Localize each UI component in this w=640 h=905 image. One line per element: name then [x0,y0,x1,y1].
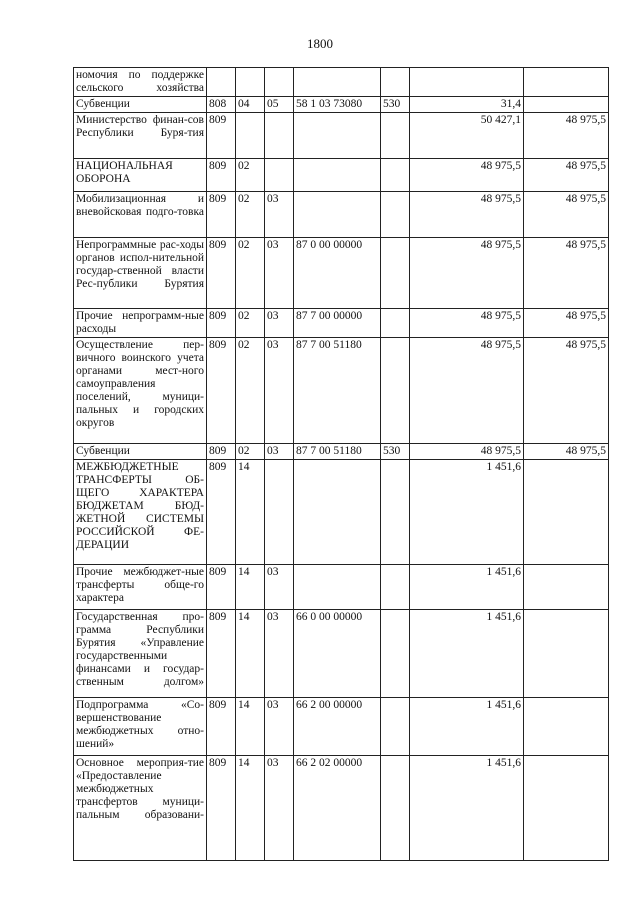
expense-type-cell: 530 [381,97,410,113]
expense-type-cell [381,565,410,610]
target-article-cell: 87 0 00 00000 [294,238,381,309]
target-article-cell: 66 2 00 00000 [294,698,381,756]
row-name-cell: Подпрограмма «Со-вершенствование межбюджетных отно-шений» [74,698,207,756]
subsection-cell [265,159,294,192]
amount-year2-cell: 48 975,5 [524,238,609,309]
table-row [74,238,609,309]
ministry-code-cell: 808 [207,97,236,113]
section-cell: 02 [236,238,265,309]
amount-year1-cell: 1 451,6 [410,460,524,565]
table-row [74,192,609,238]
table-row [74,444,609,460]
ministry-code-cell: 809 [207,756,236,861]
amount-year2-cell: 48 975,5 [524,192,609,238]
section-cell: 02 [236,309,265,338]
expense-type-cell [381,610,410,698]
amount-year1-cell: 48 975,5 [410,159,524,192]
row-name-cell: Мобилизационная и вневойсковая подго-товка [74,192,207,238]
section-cell: 14 [236,460,265,565]
amount-year2-cell: 48 975,5 [524,309,609,338]
target-article-cell [294,565,381,610]
amount-year2-cell: 48 975,5 [524,338,609,444]
subsection-cell: 03 [265,338,294,444]
subsection-cell: 03 [265,309,294,338]
table-row [74,610,609,698]
subsection-cell [265,68,294,97]
ministry-code-cell: 809 [207,698,236,756]
table-row [74,68,609,97]
amount-year2-cell [524,460,609,565]
section-cell: 14 [236,610,265,698]
amount-year1-cell: 48 975,5 [410,444,524,460]
subsection-cell: 03 [265,610,294,698]
amount-year2-cell [524,68,609,97]
ministry-code-cell: 809 [207,338,236,444]
ministry-code-cell [207,68,236,97]
amount-year1-cell: 48 975,5 [410,338,524,444]
target-article-cell: 66 2 02 00000 [294,756,381,861]
row-name-cell: Министерство финан-сов Республики Буря-тия [74,113,207,159]
ministry-code-cell: 809 [207,192,236,238]
section-cell: 14 [236,565,265,610]
subsection-cell [265,460,294,565]
amount-year1-cell [410,68,524,97]
section-cell: 02 [236,192,265,238]
page-number: 1800 [307,36,333,51]
expense-type-cell [381,338,410,444]
table-row [74,460,609,565]
expense-type-cell [381,460,410,565]
target-article-cell [294,159,381,192]
target-article-cell: 66 0 00 00000 [294,610,381,698]
expense-type-cell [381,113,410,159]
amount-year1-cell: 1 451,6 [410,698,524,756]
table-row [74,97,609,113]
section-cell: 02 [236,444,265,460]
ministry-code-cell: 809 [207,444,236,460]
target-article-cell: 87 7 00 00000 [294,309,381,338]
table-row [74,698,609,756]
row-name-cell: Субвенции [74,444,207,460]
target-article-cell: 87 7 00 51180 [294,444,381,460]
section-cell [236,113,265,159]
amount-year1-cell: 1 451,6 [410,756,524,861]
row-name-cell: Основное мероприя-тие «Предоставление межбюджетных трансфертов муници-пальным образовани- [74,756,207,861]
row-name-cell: Прочие непрограмм-ные расходы [74,309,207,338]
row-name-cell: номочия по поддержке сельского хозяйства [74,68,207,97]
budget-table [73,67,609,861]
expense-type-cell [381,698,410,756]
section-cell: 02 [236,338,265,444]
row-name-cell: Государственная про-грамма Республики Бурятия «Управление государственными финансами и государ-ственным долгом» [74,610,207,698]
ministry-code-cell: 809 [207,610,236,698]
subsection-cell: 03 [265,698,294,756]
ministry-code-cell: 809 [207,238,236,309]
subsection-cell: 03 [265,756,294,861]
section-cell: 14 [236,756,265,861]
amount-year1-cell: 31,4 [410,97,524,113]
ministry-code-cell: 809 [207,309,236,338]
ministry-code-cell: 809 [207,159,236,192]
amount-year2-cell: 48 975,5 [524,159,609,192]
target-article-cell [294,113,381,159]
expense-type-cell [381,159,410,192]
row-name-cell: НАЦИОНАЛЬНАЯ ОБОРОНА [74,159,207,192]
expense-type-cell [381,192,410,238]
ministry-code-cell: 809 [207,460,236,565]
row-name-cell: Осуществление пер-вичного воинского учета органами мест-ного самоуправления поселений, муници-пальных и городских округов [74,338,207,444]
row-name-cell: Прочие межбюджет-ные трансферты обще-го характера [74,565,207,610]
table-row [74,338,609,444]
amount-year1-cell: 48 975,5 [410,309,524,338]
amount-year2-cell [524,698,609,756]
amount-year1-cell: 48 975,5 [410,238,524,309]
amount-year1-cell: 48 975,5 [410,192,524,238]
ministry-code-cell: 809 [207,565,236,610]
subsection-cell: 03 [265,444,294,460]
table-row [74,159,609,192]
table-row [74,565,609,610]
subsection-cell [265,113,294,159]
row-name-cell: МЕЖБЮДЖЕТНЫЕ ТРАНСФЕРТЫ ОБ-ЩЕГО ХАРАКТЕРА БЮДЖЕТАМ БЮД-ЖЕТНОЙ СИСТЕМЫ РОССИЙСКОЙ ФЕ-ДЕРАЦИИ [74,460,207,565]
expense-type-cell [381,68,410,97]
row-name-cell: Субвенции [74,97,207,113]
target-article-cell: 58 1 03 73080 [294,97,381,113]
amount-year1-cell: 1 451,6 [410,565,524,610]
section-cell: 02 [236,159,265,192]
expense-type-cell [381,756,410,861]
target-article-cell: 87 7 00 51180 [294,338,381,444]
subsection-cell: 03 [265,238,294,309]
subsection-cell: 03 [265,565,294,610]
table-row [74,113,609,159]
amount-year2-cell [524,756,609,861]
expense-type-cell: 530 [381,444,410,460]
expense-type-cell [381,309,410,338]
target-article-cell [294,68,381,97]
table-row [74,756,609,861]
expense-type-cell [381,238,410,309]
section-cell [236,68,265,97]
amount-year1-cell: 50 427,1 [410,113,524,159]
target-article-cell [294,460,381,565]
amount-year2-cell: 48 975,5 [524,113,609,159]
amount-year2-cell [524,610,609,698]
subsection-cell: 05 [265,97,294,113]
target-article-cell [294,192,381,238]
amount-year2-cell: 48 975,5 [524,444,609,460]
amount-year2-cell [524,565,609,610]
amount-year1-cell: 1 451,6 [410,610,524,698]
row-name-cell: Непрограммные рас-ходы органов испол-нительной государ-ственной власти Рес-публики Бурятия [74,238,207,309]
table-row [74,309,609,338]
amount-year2-cell [524,97,609,113]
ministry-code-cell: 809 [207,113,236,159]
section-cell: 14 [236,698,265,756]
subsection-cell: 03 [265,192,294,238]
section-cell: 04 [236,97,265,113]
